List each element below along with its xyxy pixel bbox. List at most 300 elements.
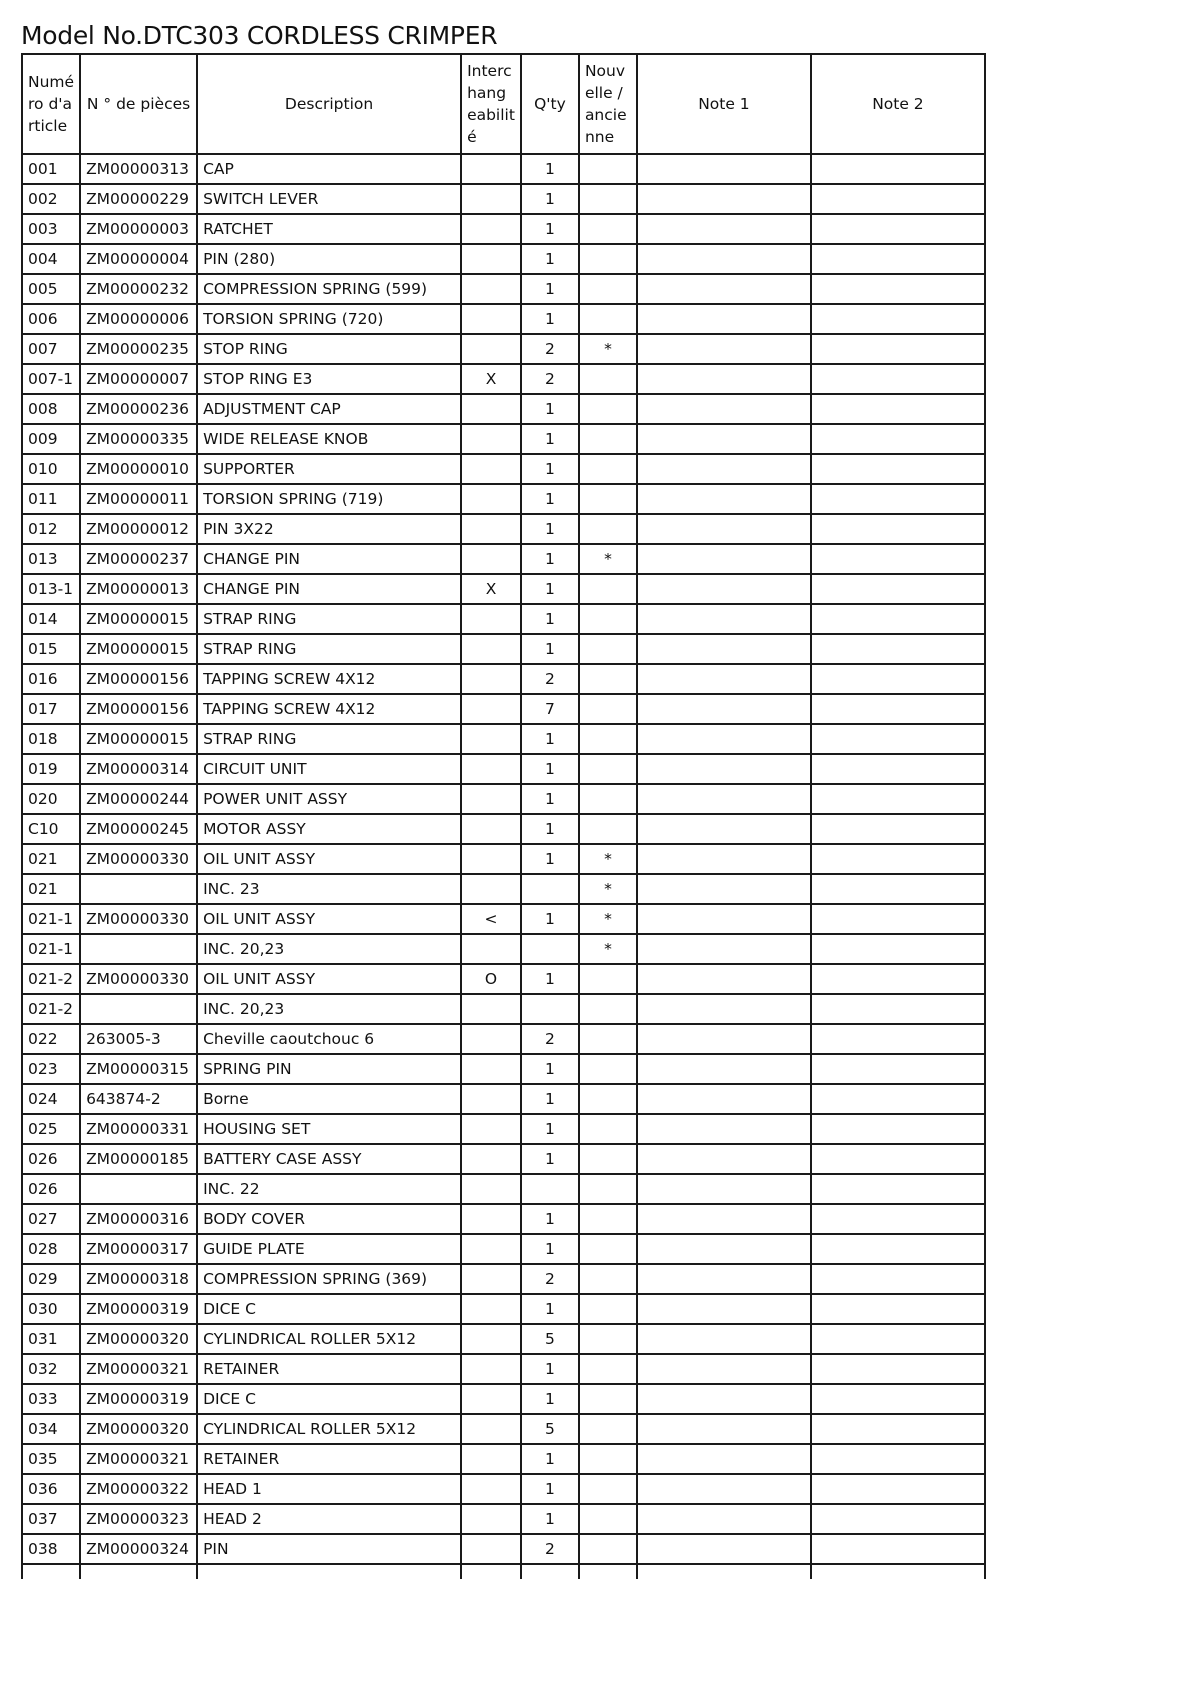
cell-part-no: ZM00000321 — [80, 1354, 197, 1384]
cell-new-old: * — [579, 874, 637, 904]
cell-interchangeability — [461, 274, 521, 304]
cell-note1 — [637, 874, 811, 904]
cell-note2 — [811, 724, 985, 754]
cell-description: STRAP RING — [197, 634, 461, 664]
cell-note1 — [637, 994, 811, 1024]
cell-item-no: 007 — [22, 334, 80, 364]
cell-qty: 1 — [521, 604, 579, 634]
cell-note1 — [637, 964, 811, 994]
cell-part-no: ZM00000319 — [80, 1384, 197, 1414]
cell-item-no: 019 — [22, 754, 80, 784]
cell-interchangeability — [461, 934, 521, 964]
cell-item-no: 018 — [22, 724, 80, 754]
cell-new-old: * — [579, 544, 637, 574]
header-qty — [521, 54, 579, 154]
cell-new-old — [579, 184, 637, 214]
cell-qty: 1 — [521, 1474, 579, 1504]
cell-item-no: 028 — [22, 1234, 80, 1264]
cell-new-old — [579, 154, 637, 184]
cell-interchangeability — [461, 754, 521, 784]
cell-note2 — [811, 394, 985, 424]
table-row — [22, 304, 985, 334]
cell-note1 — [637, 1354, 811, 1384]
cell-item-no: 020 — [22, 784, 80, 814]
cell-part-no: ZM00000156 — [80, 694, 197, 724]
cell-new-old — [579, 304, 637, 334]
cell-note2 — [811, 664, 985, 694]
cell-part-no: ZM00000335 — [80, 424, 197, 454]
cell-note2 — [811, 1414, 985, 1444]
cell-note2 — [811, 1024, 985, 1054]
cell-qty: 1 — [521, 724, 579, 754]
table-row — [22, 844, 985, 874]
cell-note2 — [811, 754, 985, 784]
cell-part-no: ZM00000322 — [80, 1474, 197, 1504]
cell-part-no: ZM00000232 — [80, 274, 197, 304]
cell-interchangeability — [461, 1504, 521, 1534]
table-row — [22, 544, 985, 574]
cell-part-no: ZM00000015 — [80, 724, 197, 754]
cell-description: SPRING PIN — [197, 1054, 461, 1084]
cell-note1 — [637, 1114, 811, 1144]
cell-interchangeability — [461, 1234, 521, 1264]
table-row — [22, 1144, 985, 1174]
cell-part-no: ZM00000313 — [80, 154, 197, 184]
cell-new-old — [579, 1114, 637, 1144]
table-row — [22, 424, 985, 454]
cell-item-no: 011 — [22, 484, 80, 514]
table-body — [22, 154, 985, 1579]
cell-note1 — [637, 934, 811, 964]
cell-item-no: 004 — [22, 244, 80, 274]
cell-interchangeability — [461, 1204, 521, 1234]
table-row — [22, 1414, 985, 1444]
cell-item-no: 016 — [22, 664, 80, 694]
cell-qty: 1 — [521, 304, 579, 334]
cell-qty — [521, 994, 579, 1024]
cell-qty: 1 — [521, 754, 579, 784]
cell-part-no: ZM00000185 — [80, 1144, 197, 1174]
cell-note2 — [811, 1534, 985, 1564]
cell-new-old — [579, 664, 637, 694]
cell-new-old — [579, 1354, 637, 1384]
cell-part-no: ZM00000004 — [80, 244, 197, 274]
cell-item-no: 008 — [22, 394, 80, 424]
cell-new-old: * — [579, 334, 637, 364]
cell-item-no: 027 — [22, 1204, 80, 1234]
cell-part-no: ZM00000321 — [80, 1444, 197, 1474]
cell-description: HEAD 2 — [197, 1504, 461, 1534]
cell-description: OIL UNIT ASSY — [197, 964, 461, 994]
cell-item-no: 036 — [22, 1474, 80, 1504]
table-row — [22, 604, 985, 634]
cell-note2 — [811, 874, 985, 904]
cell-description: COMPRESSION SPRING (599) — [197, 274, 461, 304]
cell-interchangeability — [461, 214, 521, 244]
cell-note2 — [811, 634, 985, 664]
cell-part-no — [80, 994, 197, 1024]
cell-interchangeability — [461, 874, 521, 904]
table-row — [22, 694, 985, 724]
cell-note1 — [637, 754, 811, 784]
table-row — [22, 364, 985, 394]
cell-description: RETAINER — [197, 1444, 461, 1474]
cell-interchangeability — [461, 424, 521, 454]
cell-part-no: ZM00000013 — [80, 574, 197, 604]
cell-note2 — [811, 574, 985, 604]
cell-qty — [521, 934, 579, 964]
cell-item-no: 002 — [22, 184, 80, 214]
cell-description: PIN — [197, 1534, 461, 1564]
cell-description: STOP RING E3 — [197, 364, 461, 394]
cell-part-no: ZM00000330 — [80, 904, 197, 934]
cell-note1 — [637, 544, 811, 574]
cell-new-old — [579, 1024, 637, 1054]
cell-note1 — [637, 724, 811, 754]
table-row — [22, 1444, 985, 1474]
cell-description: DICE C — [197, 1384, 461, 1414]
cell-new-old — [579, 244, 637, 274]
cell-qty: 5 — [521, 1324, 579, 1354]
cell-qty: 1 — [521, 514, 579, 544]
cell-note1 — [637, 694, 811, 724]
cell-description: SWITCH LEVER — [197, 184, 461, 214]
cell-interchangeability — [461, 1294, 521, 1324]
cell-interchangeability — [461, 544, 521, 574]
cell-part-no: ZM00000324 — [80, 1534, 197, 1564]
cell-interchangeability — [461, 994, 521, 1024]
cell-part-no: ZM00000316 — [80, 1204, 197, 1234]
cell-note1 — [637, 664, 811, 694]
cell-item-no: 017 — [22, 694, 80, 724]
cell-note2 — [811, 1354, 985, 1384]
cell-qty: 1 — [521, 814, 579, 844]
cell-new-old — [579, 364, 637, 394]
cell-new-old — [579, 994, 637, 1024]
cell-note1 — [637, 454, 811, 484]
table-row — [22, 784, 985, 814]
cell-interchangeability — [461, 1534, 521, 1564]
cell-description: INC. 20,23 — [197, 994, 461, 1024]
cell-new-old — [579, 724, 637, 754]
cell-note2 — [811, 544, 985, 574]
cell-new-old — [579, 1444, 637, 1474]
cell-note2 — [811, 1294, 985, 1324]
table-row — [22, 724, 985, 754]
cell-description: RETAINER — [197, 1354, 461, 1384]
cell-description: STRAP RING — [197, 724, 461, 754]
cell-note2 — [811, 184, 985, 214]
cell-note2 — [811, 1234, 985, 1264]
cell-note1 — [637, 1474, 811, 1504]
cell-item-no: 030 — [22, 1294, 80, 1324]
cell-qty: 1 — [521, 1204, 579, 1234]
cell-qty: 1 — [521, 1144, 579, 1174]
header-part-no — [80, 54, 197, 154]
cell-description: GUIDE PLATE — [197, 1234, 461, 1264]
cell-description: Borne — [197, 1084, 461, 1114]
cell-item-no: 034 — [22, 1414, 80, 1444]
cell-interchangeability — [461, 184, 521, 214]
cell-note2 — [811, 604, 985, 634]
cell-interchangeability: O — [461, 964, 521, 994]
cell-item-no: 029 — [22, 1264, 80, 1294]
table-row — [22, 514, 985, 544]
header-interchangeability-label: Interc hang eabilit é — [467, 62, 515, 146]
cell-item-no: 012 — [22, 514, 80, 544]
cell-item-no: 009 — [22, 424, 80, 454]
cell-qty: 1 — [521, 274, 579, 304]
cell-item-no: 033 — [22, 1384, 80, 1414]
cell-new-old: * — [579, 844, 637, 874]
cell-interchangeability — [461, 1564, 521, 1579]
table-row — [22, 814, 985, 844]
cell-qty: 1 — [521, 964, 579, 994]
cell-description: MOTOR ASSY — [197, 814, 461, 844]
cell-interchangeability — [461, 1144, 521, 1174]
cell-description: INC. 23 — [197, 874, 461, 904]
cell-description: Cheville caoutchouc 6 — [197, 1024, 461, 1054]
cell-interchangeability — [461, 334, 521, 364]
cell-interchangeability — [461, 1054, 521, 1084]
cell-description: COMPRESSION SPRING (369) — [197, 1264, 461, 1294]
cell-description: WIDE RELEASE KNOB — [197, 424, 461, 454]
cell-new-old — [579, 1144, 637, 1174]
cell-item-no: 025 — [22, 1114, 80, 1144]
parts-table — [21, 53, 986, 1579]
table-row — [22, 1294, 985, 1324]
cell-note1 — [637, 1414, 811, 1444]
cell-interchangeability — [461, 814, 521, 844]
cell-description: POWER UNIT ASSY — [197, 784, 461, 814]
cell-note2 — [811, 1504, 985, 1534]
cell-note1 — [637, 484, 811, 514]
cell-new-old — [579, 1264, 637, 1294]
cell-new-old — [579, 574, 637, 604]
cell-item-no — [22, 1564, 80, 1579]
cell-interchangeability — [461, 454, 521, 484]
header-item-no-label: Numé ro d'a rticle — [28, 73, 75, 135]
cell-interchangeability: X — [461, 364, 521, 394]
cell-part-no: 643874-2 — [80, 1084, 197, 1114]
cell-note1 — [637, 1444, 811, 1474]
cell-part-no: ZM00000320 — [80, 1324, 197, 1354]
cell-part-no: ZM00000015 — [80, 604, 197, 634]
cell-note1 — [637, 364, 811, 394]
cell-note2 — [811, 274, 985, 304]
cell-new-old — [579, 274, 637, 304]
cell-note1 — [637, 604, 811, 634]
cell-item-no: C10 — [22, 814, 80, 844]
cell-note2 — [811, 1264, 985, 1294]
cell-new-old — [579, 454, 637, 484]
cell-item-no: 021-2 — [22, 994, 80, 1024]
cell-part-no: ZM00000317 — [80, 1234, 197, 1264]
cell-part-no: ZM00000229 — [80, 184, 197, 214]
cell-new-old: * — [579, 934, 637, 964]
cell-item-no: 014 — [22, 604, 80, 634]
header-description-label: Description — [284, 95, 374, 113]
cell-description: CYLINDRICAL ROLLER 5X12 — [197, 1324, 461, 1354]
cell-interchangeability — [461, 844, 521, 874]
cell-qty: 1 — [521, 1054, 579, 1084]
cell-new-old — [579, 754, 637, 784]
cell-description: RATCHET — [197, 214, 461, 244]
cell-description: ADJUSTMENT CAP — [197, 394, 461, 424]
cell-qty: 1 — [521, 784, 579, 814]
cell-note2 — [811, 364, 985, 394]
table-row — [22, 214, 985, 244]
cell-new-old — [579, 514, 637, 544]
table-row — [22, 1264, 985, 1294]
cell-description: STOP RING — [197, 334, 461, 364]
table-row — [22, 874, 985, 904]
header-note1 — [637, 54, 811, 154]
cell-interchangeability: X — [461, 574, 521, 604]
cell-qty: 1 — [521, 574, 579, 604]
cell-note2 — [811, 964, 985, 994]
cell-description: BATTERY CASE ASSY — [197, 1144, 461, 1174]
cell-part-no: 263005-3 — [80, 1024, 197, 1054]
header-note1-label: Note 1 — [698, 95, 750, 113]
cell-interchangeability — [461, 304, 521, 334]
cell-qty: 1 — [521, 394, 579, 424]
cell-note2 — [811, 934, 985, 964]
table-row — [22, 454, 985, 484]
cell-description: DICE C — [197, 1294, 461, 1324]
cell-item-no: 013-1 — [22, 574, 80, 604]
cell-interchangeability — [461, 724, 521, 754]
page-title: Model No.DTC303 CORDLESS CRIMPER — [21, 21, 498, 50]
cell-qty: 2 — [521, 334, 579, 364]
cell-qty: 1 — [521, 424, 579, 454]
cell-interchangeability — [461, 1474, 521, 1504]
cell-note1 — [637, 634, 811, 664]
cell-item-no: 013 — [22, 544, 80, 574]
cell-interchangeability — [461, 1414, 521, 1444]
cell-qty: 1 — [521, 184, 579, 214]
cell-new-old — [579, 1174, 637, 1204]
cell-note1 — [637, 1204, 811, 1234]
header-interchangeability — [461, 54, 521, 154]
cell-qty: 1 — [521, 1354, 579, 1384]
table-row — [22, 1534, 985, 1564]
cell-new-old — [579, 424, 637, 454]
cell-qty: 1 — [521, 454, 579, 484]
cell-qty: 1 — [521, 1084, 579, 1114]
cell-qty: 1 — [521, 244, 579, 274]
cell-part-no — [80, 874, 197, 904]
cell-description: TORSION SPRING (719) — [197, 484, 461, 514]
table-row — [22, 184, 985, 214]
cell-note1 — [637, 304, 811, 334]
cell-item-no: 026 — [22, 1174, 80, 1204]
cell-description: CHANGE PIN — [197, 574, 461, 604]
cell-note2 — [811, 514, 985, 544]
cell-note2 — [811, 154, 985, 184]
cell-qty: 1 — [521, 904, 579, 934]
cell-qty: 1 — [521, 1234, 579, 1264]
cell-note1 — [637, 1174, 811, 1204]
cell-new-old — [579, 1234, 637, 1264]
cell-item-no: 035 — [22, 1444, 80, 1474]
cell-note1 — [637, 1324, 811, 1354]
cell-note1 — [637, 1294, 811, 1324]
cell-note1 — [637, 784, 811, 814]
cell-interchangeability — [461, 784, 521, 814]
cell-description: CAP — [197, 154, 461, 184]
cell-note1 — [637, 814, 811, 844]
cell-item-no: 032 — [22, 1354, 80, 1384]
table-row — [22, 1324, 985, 1354]
cell-item-no: 010 — [22, 454, 80, 484]
cell-note1 — [637, 1264, 811, 1294]
cell-note2 — [811, 1324, 985, 1354]
cell-interchangeability — [461, 484, 521, 514]
cell-description — [197, 1564, 461, 1579]
cell-note2 — [811, 694, 985, 724]
cell-item-no: 031 — [22, 1324, 80, 1354]
header-description — [197, 54, 461, 154]
cell-interchangeability — [461, 514, 521, 544]
cell-item-no: 026 — [22, 1144, 80, 1174]
cell-description: STRAP RING — [197, 604, 461, 634]
cell-item-no: 021 — [22, 874, 80, 904]
cell-item-no: 021-1 — [22, 904, 80, 934]
cell-description: TAPPING SCREW 4X12 — [197, 664, 461, 694]
cell-part-no: ZM00000320 — [80, 1414, 197, 1444]
cell-note1 — [637, 574, 811, 604]
header-new-old — [579, 54, 637, 154]
cell-part-no: ZM00000010 — [80, 454, 197, 484]
cell-note1 — [637, 514, 811, 544]
table-header — [22, 54, 985, 154]
cell-interchangeability — [461, 1384, 521, 1414]
cell-note2 — [811, 454, 985, 484]
cell-qty: 1 — [521, 544, 579, 574]
cell-part-no: ZM00000237 — [80, 544, 197, 574]
cell-part-no: ZM00000331 — [80, 1114, 197, 1144]
cell-new-old — [579, 634, 637, 664]
cell-qty: 1 — [521, 1294, 579, 1324]
header-note2-label: Note 2 — [872, 95, 924, 113]
cell-part-no: ZM00000244 — [80, 784, 197, 814]
cell-note2 — [811, 484, 985, 514]
cell-note2 — [811, 304, 985, 334]
cell-new-old — [579, 814, 637, 844]
cell-qty: 1 — [521, 1384, 579, 1414]
cell-qty: 1 — [521, 484, 579, 514]
table-row — [22, 244, 985, 274]
cell-new-old — [579, 1414, 637, 1444]
cell-part-no: ZM00000156 — [80, 664, 197, 694]
cell-note1 — [637, 214, 811, 244]
cell-item-no: 006 — [22, 304, 80, 334]
cell-new-old — [579, 484, 637, 514]
cell-interchangeability — [461, 664, 521, 694]
table-row — [22, 1054, 985, 1084]
cell-note2 — [811, 904, 985, 934]
cell-interchangeability — [461, 394, 521, 424]
cell-part-no: ZM00000235 — [80, 334, 197, 364]
cell-interchangeability — [461, 1354, 521, 1384]
cell-description: CYLINDRICAL ROLLER 5X12 — [197, 1414, 461, 1444]
cell-qty — [521, 874, 579, 904]
cell-new-old — [579, 214, 637, 244]
cell-note2 — [811, 244, 985, 274]
cell-qty: 1 — [521, 1504, 579, 1534]
table-row — [22, 964, 985, 994]
